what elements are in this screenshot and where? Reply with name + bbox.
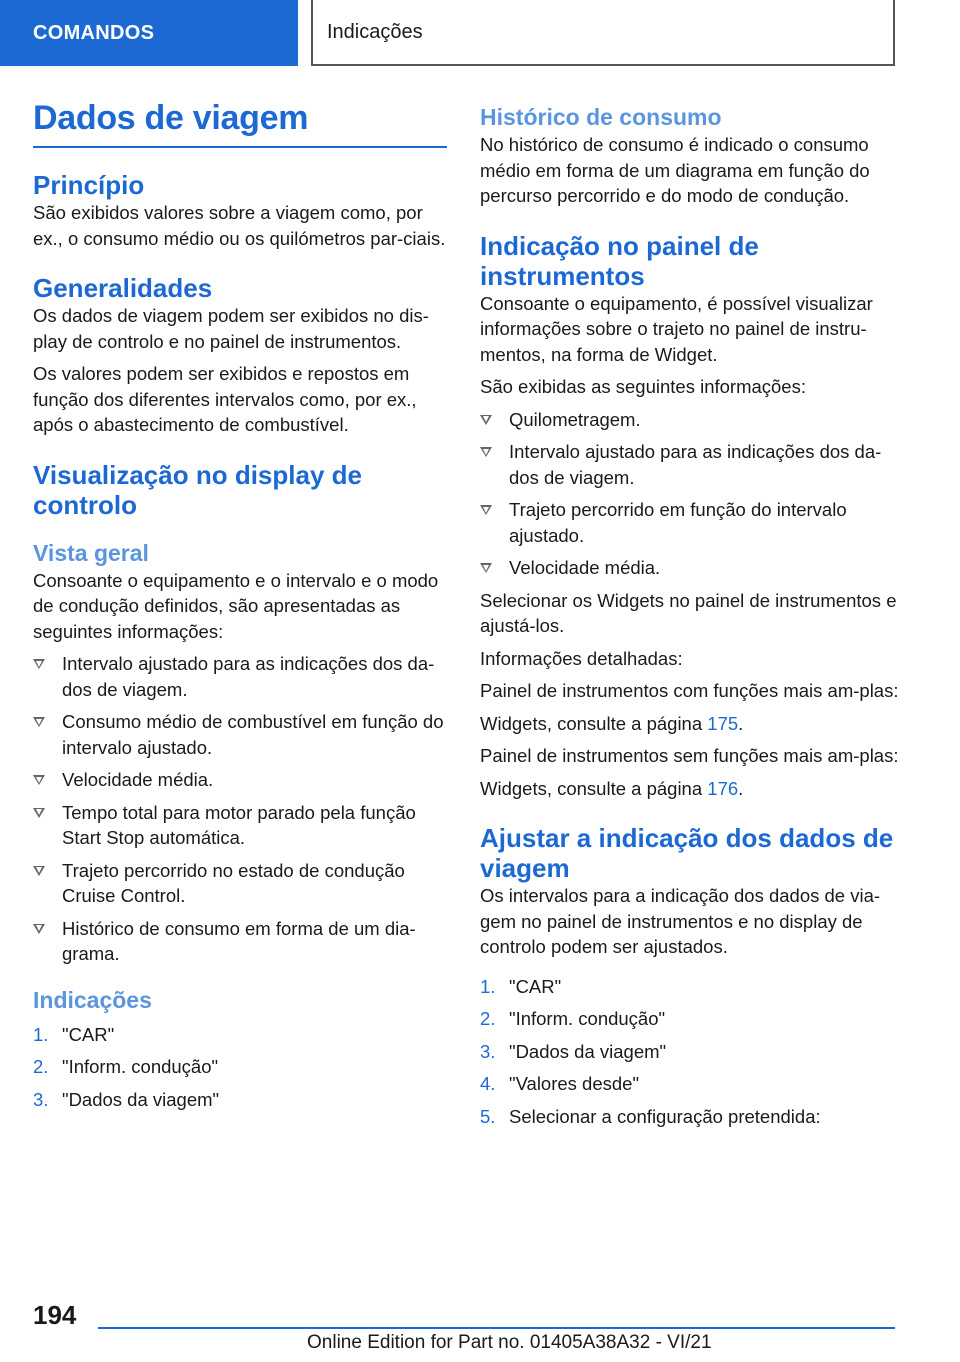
list-item: Velocidade média. <box>33 767 447 793</box>
generalidades-paragraph-2: Os valores podem ser exibidos e repostos em função dos diferentes intervalos como, por ex., após o abastecimento de combustível. <box>33 363 417 435</box>
section-tab: COMANDOS <box>0 0 298 66</box>
painel-paragraph-5: Painel de instrumentos com funções mais am-plas: <box>480 680 899 701</box>
triangle-bullet-icon <box>33 659 45 669</box>
painel-list <box>480 407 900 581</box>
page-title: Dados de viagem <box>33 96 447 148</box>
indicacoes-steps <box>33 1022 447 1113</box>
step-item: 4. "Valores desde" <box>480 1073 640 1094</box>
vista-geral-list <box>33 651 447 967</box>
principio-text: São exibidos valores sobre a viagem como, por ex., o consumo médio ou os quilómetros par-ciais. <box>33 202 446 249</box>
painel-paragraph-3: Selecionar os Widgets no painel de instrumentos e ajustá-los. <box>480 589 897 636</box>
generalidades-paragraph-1: Os dados de viagem podem ser exibidos no dis-play de controlo e no painel de instrumentos. <box>33 305 429 352</box>
list-item: Tempo total para motor parado pela função Start Stop automática. <box>33 800 447 851</box>
edition-text: Online Edition for Part no. 01405A38A32 - VI/21 <box>307 1332 712 1353</box>
ajustar-steps <box>480 974 900 1130</box>
vista-geral-heading: Vista geral <box>33 539 149 566</box>
painel-paragraph-2: São exibidas as seguintes informações: <box>480 376 806 397</box>
step-item: 1. "CAR" <box>33 1023 115 1045</box>
visualizacao-heading: Visualização no display de controlo <box>33 459 362 520</box>
historico-text: No histórico de consumo é indicado o consumo médio em forma de um diagrama em função do percurso percorrido e do modo de condução. <box>480 134 870 206</box>
step-item: 3. "Dados da viagem" <box>480 1040 667 1062</box>
step-item: 2. "Inform. condução" <box>33 1056 219 1077</box>
triangle-bullet-icon <box>480 505 492 515</box>
step-item: 2. "Inform. condução" <box>480 1008 666 1029</box>
indicacoes-heading: Indicações <box>33 986 152 1013</box>
painel-paragraph-6: Painel de instrumentos sem funções mais am-plas: <box>480 745 899 766</box>
page-link-175[interactable]: 175 <box>707 712 739 734</box>
widgets-reference-2: Widgets, consulte a página 176. <box>480 777 744 799</box>
chapter-title: Indicações <box>311 0 895 66</box>
triangle-bullet-icon <box>480 415 492 425</box>
left-column <box>33 96 447 1112</box>
triangle-bullet-icon <box>33 808 45 818</box>
triangle-bullet-icon <box>480 563 492 573</box>
page-number: 194 <box>33 1300 77 1330</box>
triangle-bullet-icon <box>33 924 45 934</box>
triangle-bullet-icon <box>33 775 45 785</box>
list-item: Consumo médio de combustível em função do intervalo ajustado. <box>33 709 447 760</box>
generalidades-heading: Generalidades <box>33 273 213 303</box>
list-item: Histórico de consumo em forma de um dia-grama. <box>33 916 447 967</box>
widgets-reference-1: Widgets, consulte a página 175. <box>480 712 744 734</box>
vista-geral-text: Consoante o equipamento e o intervalo e o modo de condução definidos, são apresentadas as seguintes informações: <box>33 569 439 642</box>
step-item: 5. Selecionar a configuração pretendida: <box>480 1105 821 1127</box>
list-item: Trajeto percorrido no estado de condução Cruise Control. <box>33 858 447 909</box>
step-item: 3. "Dados da viagem" <box>33 1088 220 1110</box>
right-column <box>480 96 900 1129</box>
list-item: Intervalo ajustado para as indicações dos da-dos de viagem. <box>33 651 447 702</box>
list-item: Intervalo ajustado para as indicações dos da-dos de viagem. <box>480 439 900 490</box>
historico-heading: Histórico de consumo <box>480 104 722 130</box>
ajustar-text: Os intervalos para a indicação dos dados de via-gem no painel de instrumentos e no display de controlo podem ser ajustados. <box>480 885 881 957</box>
list-item: Quilometragem. <box>480 407 900 433</box>
triangle-bullet-icon <box>33 866 45 876</box>
list-item: Velocidade média. <box>480 555 900 581</box>
footer-divider <box>98 1327 895 1329</box>
painel-paragraph-1: Consoante o equipamento, é possível visualizar informações sobre o trajeto no painel de instru-mentos, na forma de Widget. <box>480 292 873 365</box>
triangle-bullet-icon <box>480 447 492 457</box>
step-item: 1. "CAR" <box>480 975 562 997</box>
ajustar-heading: Ajustar a indicação dos dados de viagem <box>480 823 894 883</box>
triangle-bullet-icon <box>33 717 45 727</box>
principio-heading: Princípio <box>33 170 145 200</box>
page-header <box>0 0 960 66</box>
painel-heading: Indicação no painel de instrumentos <box>480 230 759 291</box>
painel-paragraph-4: Informações detalhadas: <box>480 647 683 669</box>
list-item: Trajeto percorrido em função do intervalo ajustado. <box>480 497 900 548</box>
page-link-176[interactable]: 176 <box>707 777 739 799</box>
